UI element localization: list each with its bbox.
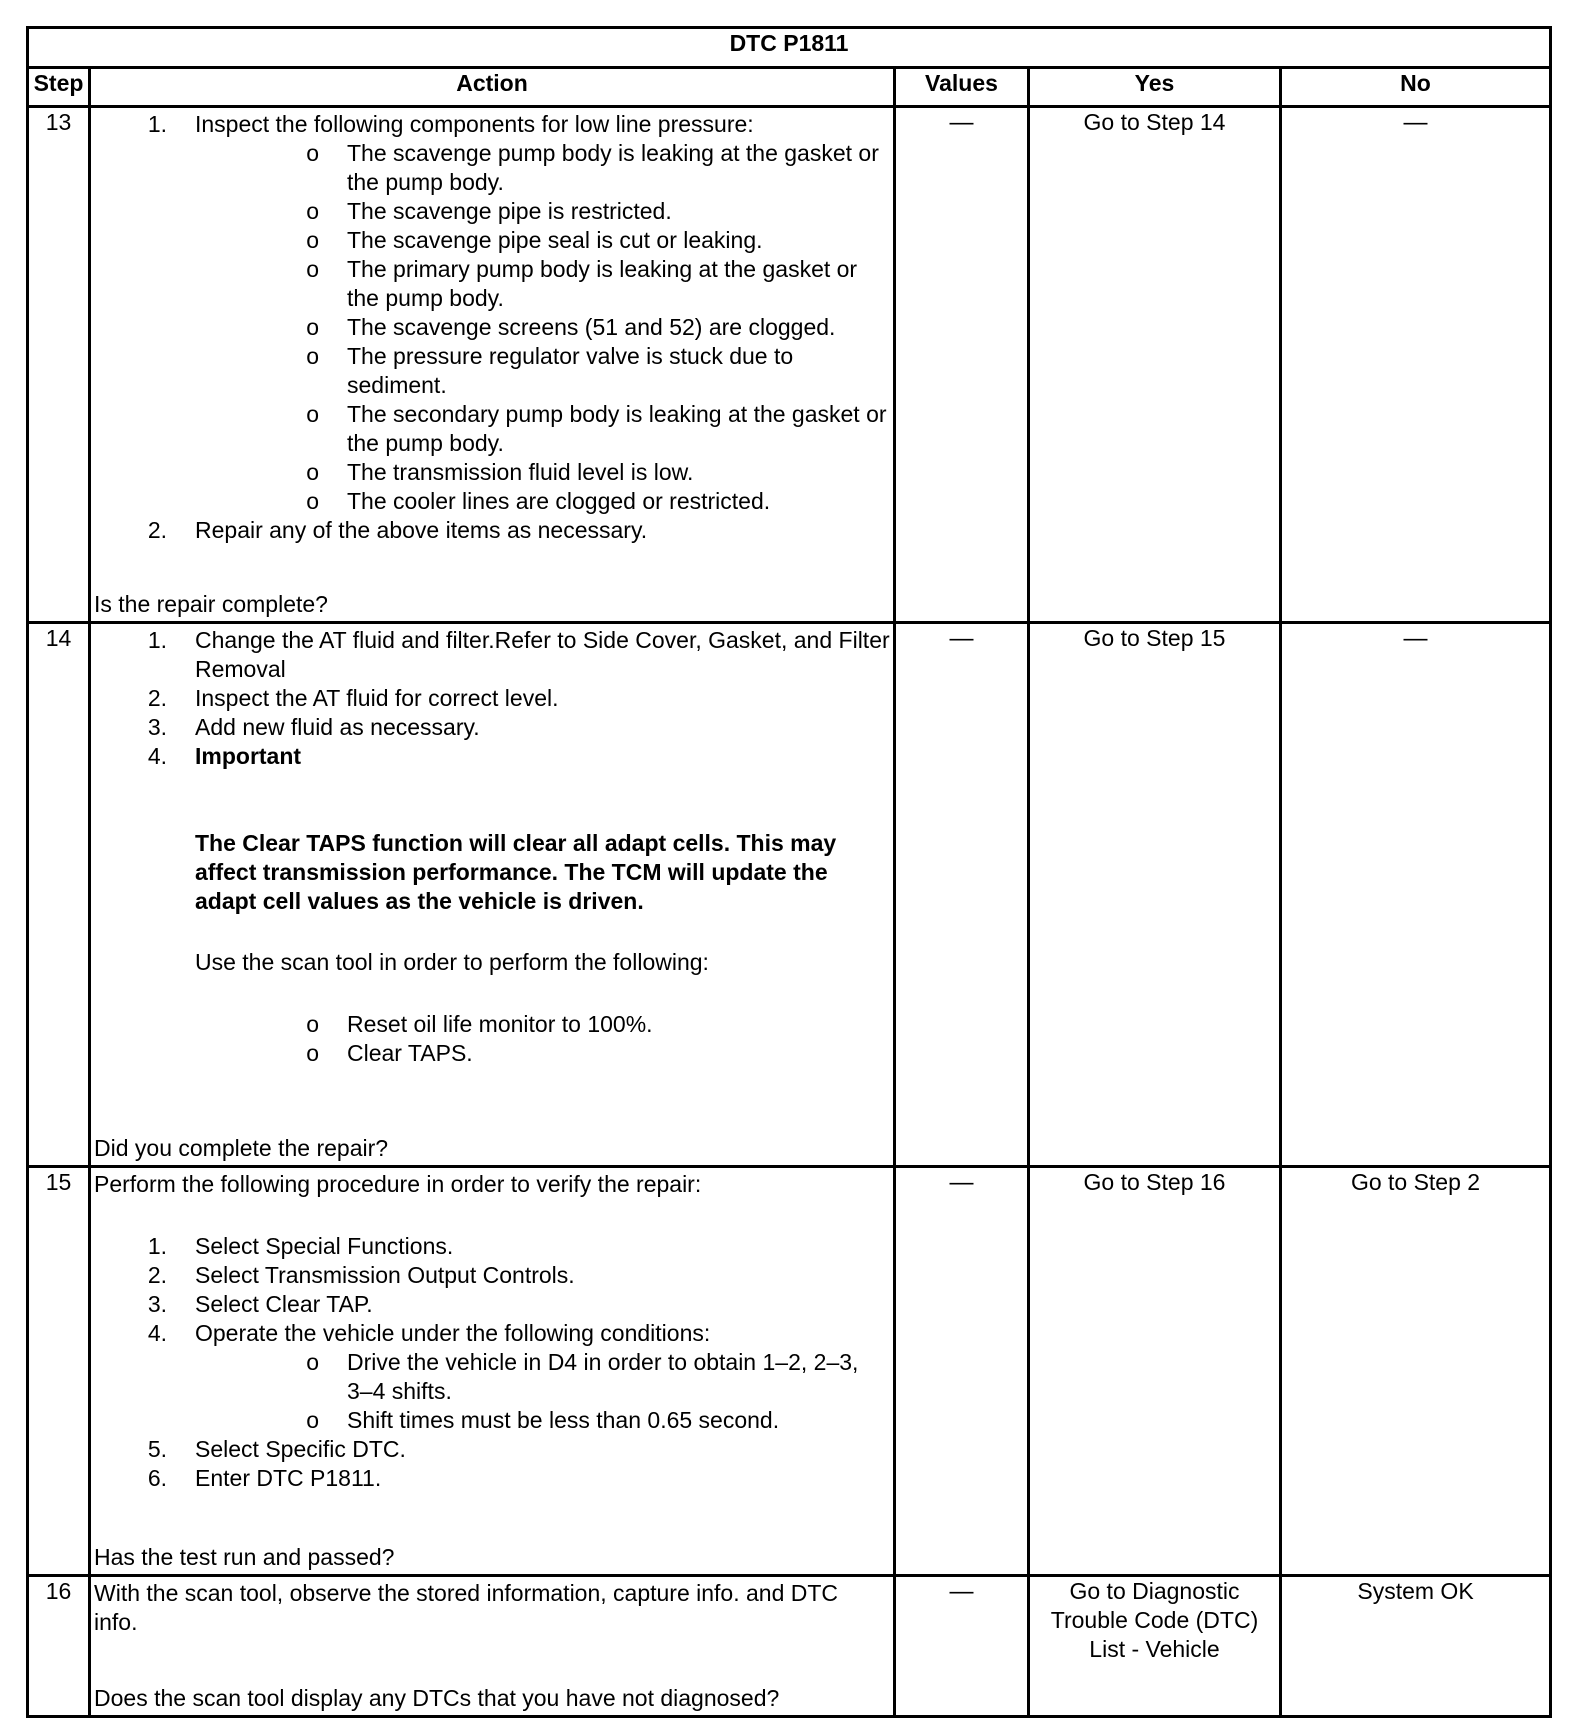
list-item: 2. Inspect the AT fluid for correct level. [147, 685, 559, 711]
bullet-item: o The secondary pump body is leaking at the gasket or the pump body. [306, 401, 887, 456]
list-item: 2. Repair any of the above items as necessary. [147, 517, 648, 543]
question-text: Is the repair complete? [94, 591, 328, 617]
table-row-step-13 [28, 107, 1551, 623]
intro-text: Perform the following procedure in order to verify the repair: [94, 1171, 702, 1197]
yes-cell: Go to Step 16 [1029, 1167, 1281, 1576]
list-item: 4. Important [147, 743, 302, 769]
action-cell [90, 107, 895, 623]
action-cell [90, 1167, 895, 1576]
values-cell: — [895, 623, 1029, 1167]
bullet-item: o The primary pump body is leaking at the gasket or the pump body. [306, 256, 858, 311]
values-cell: — [895, 107, 1029, 623]
header-no: No [1281, 68, 1551, 107]
list-item: 1. Change the AT fluid and filter.Refer to Side Cover, Gasket, and Filter Removal [147, 627, 890, 682]
header-row [28, 68, 1551, 107]
bullet-item: o Clear TAPS. [306, 1040, 473, 1066]
bullet-item: o The scavenge pipe seal is cut or leaking. [306, 227, 763, 253]
list-item: 2. Select Transmission Output Controls. [147, 1262, 575, 1288]
table-row-step-14 [28, 623, 1551, 1167]
bullet-item: o Reset oil life monitor to 100%. [306, 1011, 653, 1037]
header-values: Values [895, 68, 1029, 107]
yes-cell: Go to Diagnostic Trouble Code (DTC) List - Vehicle [1029, 1576, 1281, 1717]
table-title: DTC P1811 [28, 28, 1551, 68]
no-cell: System OK [1281, 1576, 1551, 1717]
bullet-item: o The pressure regulator valve is stuck due to sediment. [306, 343, 794, 398]
list-item: 1. Inspect the following components for low line pressure: [147, 111, 754, 137]
no-cell: Go to Step 2 [1281, 1167, 1551, 1576]
bullet-item: o Drive the vehicle in D4 in order to obtain 1–2, 2–3, 3–4 shifts. [306, 1349, 859, 1404]
bullet-item: o The scavenge screens (51 and 52) are clogged. [306, 314, 836, 340]
list-item: 5. Select Specific DTC. [147, 1436, 406, 1462]
question-text: Does the scan tool display any DTCs that you have not diagnosed? [94, 1685, 780, 1711]
step-number: 16 [28, 1576, 90, 1717]
list-item: 3. Select Clear TAP. [147, 1291, 373, 1317]
diagnostic-sheet [26, 26, 1549, 1718]
header-yes: Yes [1029, 68, 1281, 107]
bullet-item: o The scavenge pipe is restricted. [306, 198, 672, 224]
yes-cell: Go to Step 14 [1029, 107, 1281, 623]
table-row-step-15 [28, 1167, 1551, 1576]
values-cell: — [895, 1167, 1029, 1576]
yes-cell: Go to Step 15 [1029, 623, 1281, 1167]
question-text: Did you complete the repair? [94, 1135, 389, 1161]
list-item: 4. Operate the vehicle under the following conditions: [147, 1320, 711, 1346]
no-cell: — [1281, 623, 1551, 1167]
list-item: 6. Enter DTC P1811. [147, 1465, 382, 1491]
action-cell [90, 1576, 895, 1717]
bullet-item: o The cooler lines are clogged or restricted. [306, 488, 771, 514]
step-number: 14 [28, 623, 90, 1167]
important-note: The Clear TAPS function will clear all adapt cells. This may affect transmission performance. The TCM will update the adapt cell values as the vehicle is driven. [195, 830, 837, 914]
step-number: 13 [28, 107, 90, 623]
bullet-item: o The scavenge pump body is leaking at the gasket or the pump body. [306, 140, 879, 195]
dtc-table [26, 26, 1552, 1718]
bullet-item: o The transmission fluid level is low. [306, 459, 694, 485]
action-cell [90, 623, 895, 1167]
no-cell: — [1281, 107, 1551, 623]
table-row-step-16 [28, 1576, 1551, 1717]
header-step: Step [28, 68, 90, 107]
question-text: Has the test run and passed? [94, 1544, 395, 1570]
bullet-item: o Shift times must be less than 0.65 second. [306, 1407, 780, 1433]
list-item: 3. Add new fluid as necessary. [147, 714, 480, 740]
scan-intro: Use the scan tool in order to perform the following: [195, 949, 709, 975]
header-action: Action [90, 68, 895, 107]
list-item: 1. Select Special Functions. [147, 1233, 454, 1259]
step-number: 15 [28, 1167, 90, 1576]
values-cell: — [895, 1576, 1029, 1717]
intro-text: With the scan tool, observe the stored information, capture info. and DTC info. [94, 1580, 839, 1635]
